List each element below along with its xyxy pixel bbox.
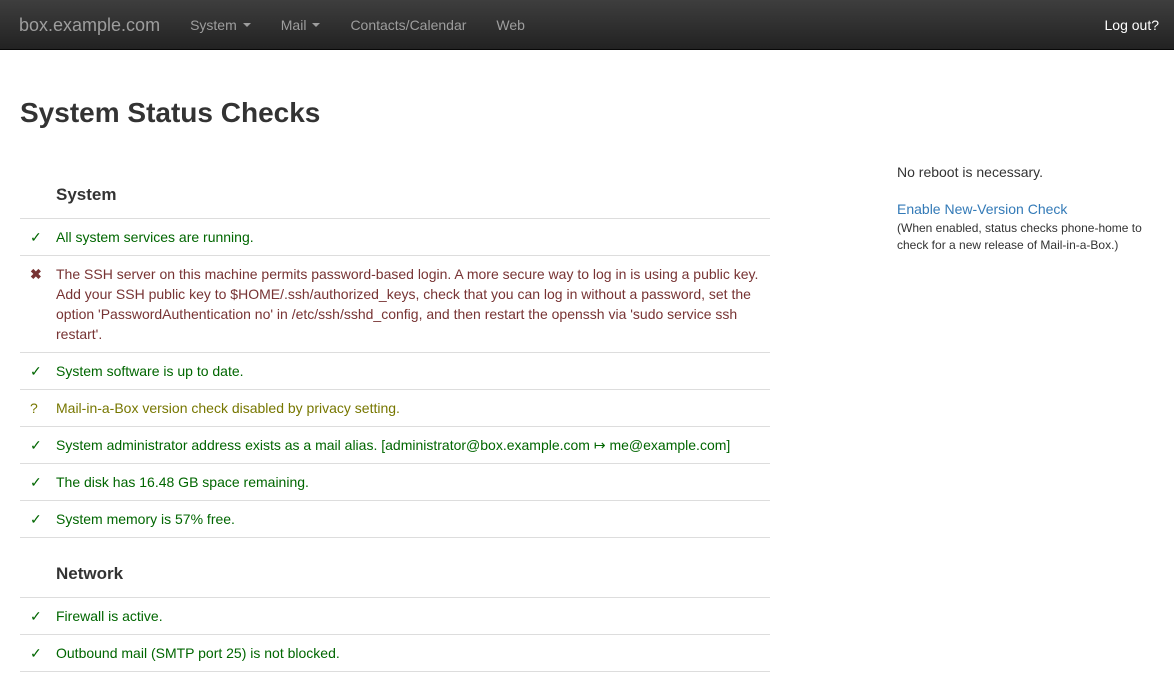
status-text: Firewall is active. xyxy=(56,608,163,624)
top-navbar xyxy=(0,0,1174,50)
status-check-row xyxy=(20,427,770,464)
status-check-row xyxy=(20,464,770,501)
check-icon: ✓ xyxy=(30,437,42,453)
nav-item-label: Contacts/Calendar xyxy=(350,16,467,33)
status-text: All system services are running. xyxy=(56,229,254,245)
status-text: The SSH server on this machine permits password-based login. A more secure way to log in is using a public key. Add your SSH public key to $HOME/.ssh/authorized_keys, check that you can log in without a password, set the option 'PasswordAuthentication no' in /etc/ssh/sshd_config, and then restart the openssh via 'sudo service ssh restart'. xyxy=(56,266,759,342)
status-check-row xyxy=(20,635,770,672)
status-text: Mail-in-a-Box version check disabled by privacy setting. xyxy=(56,400,400,416)
status-check-row xyxy=(20,390,770,427)
check-icon: ✓ xyxy=(30,474,42,490)
check-icon: ✓ xyxy=(30,363,42,379)
right-sidebar xyxy=(897,164,1163,254)
main-content xyxy=(20,97,770,672)
nav-item-label: Mail xyxy=(280,16,307,33)
status-check-row xyxy=(20,353,770,390)
nav-item-mail[interactable] xyxy=(266,0,336,49)
nav-item-contacts-calendar[interactable] xyxy=(335,0,481,49)
status-check-row xyxy=(20,256,770,353)
nav-item-system[interactable] xyxy=(175,0,266,49)
logout-link[interactable]: Log out? xyxy=(1104,16,1159,33)
caret-down-icon xyxy=(312,23,320,27)
question-icon: ? xyxy=(30,400,38,416)
caret-down-icon xyxy=(243,23,251,27)
navbar-right xyxy=(1090,0,1174,49)
reboot-status-text: No reboot is necessary. xyxy=(897,164,1044,180)
status-text: System software is up to date. xyxy=(56,363,244,379)
cross-icon: ✖ xyxy=(30,266,42,282)
section-heading-network: Network xyxy=(20,538,770,598)
nav-item-web[interactable] xyxy=(481,0,540,49)
page-title: System Status Checks xyxy=(20,97,321,128)
check-icon: ✓ xyxy=(30,511,42,527)
navbar-menu xyxy=(175,0,540,49)
status-text: The disk has 16.48 GB space remaining. xyxy=(56,474,309,490)
check-icon: ✓ xyxy=(30,229,42,245)
status-text: System memory is 57% free. xyxy=(56,511,235,527)
version-check-note: (When enabled, status checks phone-home to check for a new release of Mail-in-a-Box.) xyxy=(897,221,1142,252)
status-text: Outbound mail (SMTP port 25) is not blocked. xyxy=(56,645,340,661)
status-text: System administrator address exists as a mail alias. [administrator@box.example.com ↦ me@example.com] xyxy=(56,437,731,453)
enable-version-check-link[interactable]: Enable New-Version Check xyxy=(897,201,1068,217)
status-check-row xyxy=(20,219,770,256)
section-heading-system: System xyxy=(20,159,770,219)
check-icon: ✓ xyxy=(30,645,42,661)
navbar-brand[interactable]: box.example.com xyxy=(19,15,161,35)
status-check-row xyxy=(20,501,770,538)
status-check-row xyxy=(20,598,770,635)
status-checks-list xyxy=(20,159,770,672)
nav-item-label: Web xyxy=(496,16,525,33)
nav-item-label: System xyxy=(190,16,237,33)
check-icon: ✓ xyxy=(30,608,42,624)
